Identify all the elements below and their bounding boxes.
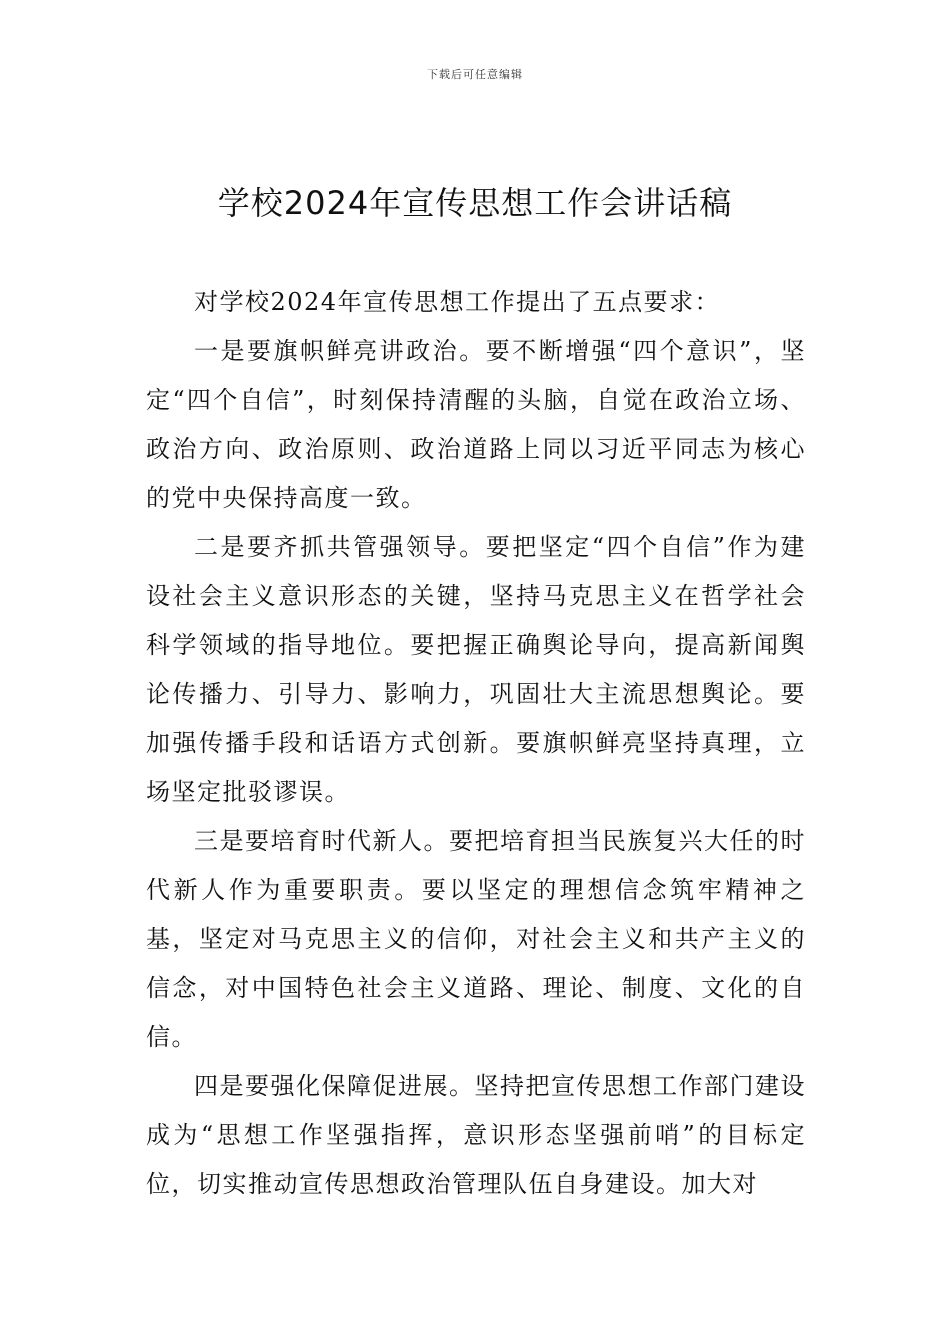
document-title: 学校2024年宣传思想工作会讲话稿 [217, 184, 733, 222]
paragraph-point-3: 三是要培育时代新人。要把培育担当民族复兴大任的时代新人作为重要职责。要以坚定的理想信念筑牢精神之基，坚定对马克思主义的信仰，对社会主义和共产主义的信念，对中国特色社会主义道路、理论、制度、文化的自信。 [146, 827, 806, 1051]
header-note: 下载后可任意编辑 [427, 68, 523, 81]
paragraph-point-1: 一是要旗帜鲜亮讲政治。要不断增强“四个意识”，坚定“四个自信”，时刻保持清醒的头脑，自觉在政治立场、政治方向、政治原则、政治道路上同以习近平同志为核心的党中央保持高度一致。 [146, 337, 806, 512]
paragraph-point-4: 四是要强化保障促进展。坚持把宣传思想工作部门建设成为“思想工作坚强指挥，意识形态坚强前哨”的目标定位，切实推动宣传思想政治管理队伍自身建设。加大对 [146, 1072, 806, 1198]
paragraph-intro: 对学校2024年宣传思想工作提出了五点要求： [194, 288, 721, 316]
document-body [146, 278, 806, 1209]
paragraph-point-2: 二是要齐抓共管强领导。要把坚定“四个自信”作为建设社会主义意识形态的关键，坚持马克思主义在哲学社会科学领域的指导地位。要把握正确舆论导向，提高新闻舆论传播力、引导力、影响力，巩固壮大主流思想舆论。要加强传播手段和话语方式创新。要旗帜鲜亮坚持真理，立场坚定批驳谬误。 [146, 533, 806, 806]
